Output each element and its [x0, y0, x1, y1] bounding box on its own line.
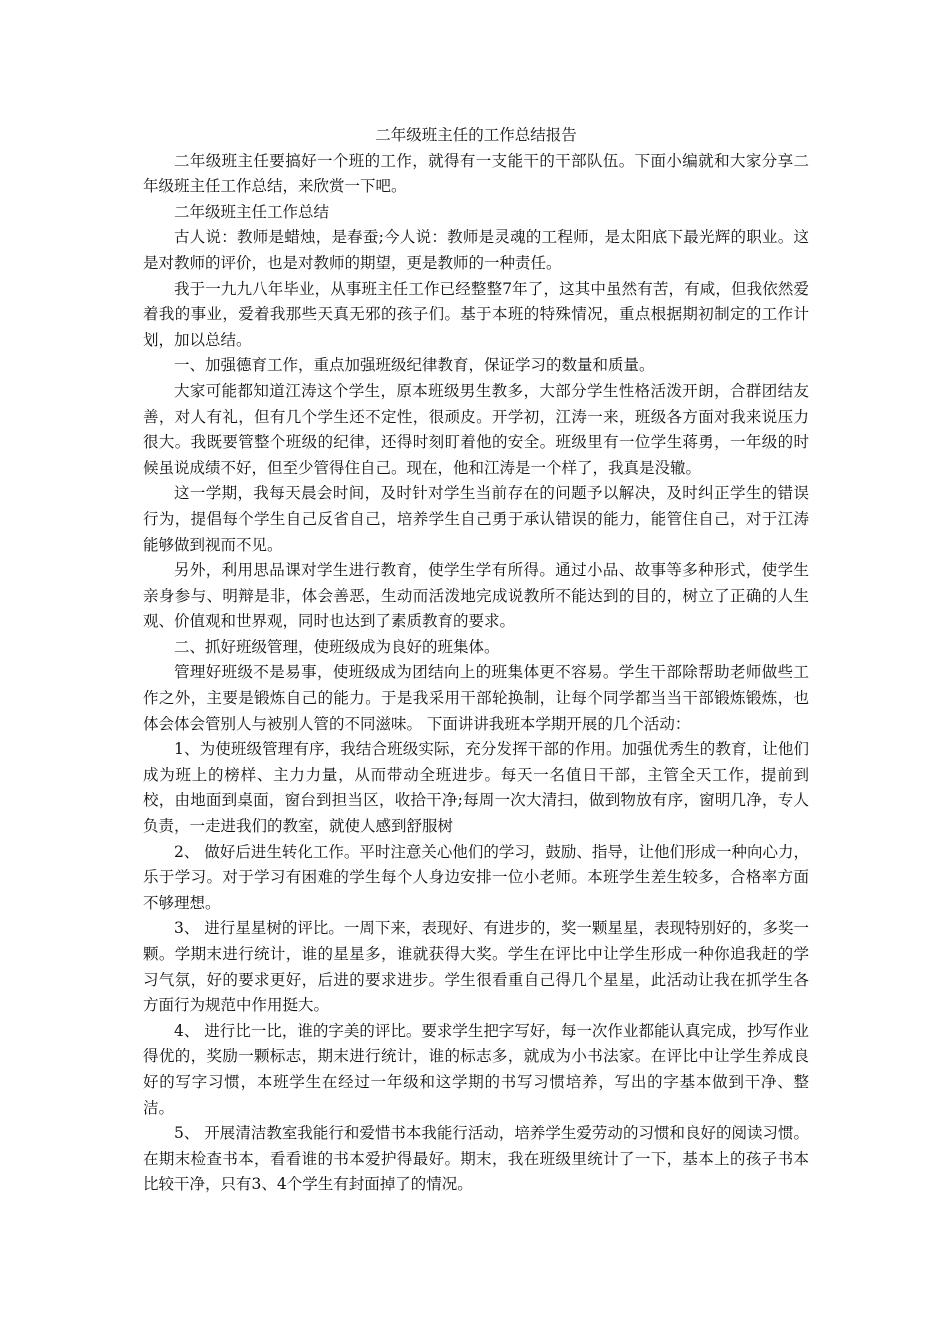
activity-item-2: 2、 做好后进生转化工作。平时注意关心他们的学习，鼓励、指导，让他们形成一种向心力，乐于学习。对于学习有困难的学生每个人身边安排一位小老师。本班学生差生较多，合格率方面不够理想。 [143, 842, 809, 912]
document-body [143, 123, 809, 1198]
paragraph-teacher-quote: 古人说：教师是蜡烛，是春蚕;今人说：教师是灵魂的工程师，是太阳底下最光辉的职业。这是对教师的评价，也是对教师的期望，更是教师的一种责任。 [143, 228, 809, 272]
paragraph-intro: 二年级班主任要搞好一个班的工作，就得有一支能干的干部队伍。下面小编就和大家分享二年级班主任工作总结，来欣赏一下吧。 [143, 151, 809, 196]
section-heading-moral-education: 一、加强德育工作，重点加强班级纪律教育，保证学习的数量和质量。 [174, 356, 655, 375]
document-title: 二年级班主任的工作总结报告 [375, 126, 577, 144]
activity-item-4: 4、 进行比一比，谁的字美的评比。要求学生把字写好，每一次作业都能认真完成，抄写作业得优的，奖励一颗标志，期末进行统计，谁的标志多，就成为小书法家。在评比中让学生养成良好的写字习惯，本班学生在经过一年级和这学期的书写习惯培养，写出的字基本做到干净、整洁。 [143, 1021, 809, 1117]
paragraph-cadre-rotation: 管理好班级不是易事，使班级成为团结向上的班集体更不容易。学生干部除帮助老师做些工作之外，主要是锻炼自己的能力。于是我采用干部轮换制，让每个同学都当当干部锻炼锻炼，也体会体会管别人与被别人管的不同滋味。 下面讲讲我班本学期开展的几个活动： [143, 663, 809, 733]
activity-item-5: 5、 开展清洁教室我能行和爱惜书本我能行活动，培养学生爱劳动的习惯和良好的阅读习惯。在期末检查书本，看看谁的书本爱护得最好。期末，我在班级里统计了一下，基本上的孩子书本比较干净，只有3、4个学生有封面掉了的情况。 [143, 1124, 809, 1194]
paragraph-morning-meeting: 这一学期，我每天晨会时间，及时针对学生当前存在的问题予以解决，及时纠正学生的错误行为，提倡每个学生自己反省自己，培养学生自己勇于承认错误的能力，能管住自己，对于江涛能够做到视而不见。 [143, 484, 809, 554]
paragraph-jiangtao: 大家可能都知道江涛这个学生，原本班级男生教多，大部分学生性格活泼开朗，合群团结友善，对人有礼，但有几个学生还不定性，很顽皮。开学初，江涛一来，班级各方面对我来说压力很大。我既要管整个班级的纪律，还得时刻盯着他的安全。班级里有一位学生蒋勇，一年级的时候虽说成绩不好，但至少管得住自己。现在，他和江涛是一个样了，我真是没辙。 [143, 381, 809, 477]
paragraph-subtitle: 二年级班主任工作总结 [174, 202, 330, 221]
activity-item-3: 3、 进行星星树的评比。一周下来，表现好、有进步的，奖一颗星星，表现特别好的，多奖一颗。学期末进行统计，谁的星星多，谁就获得大奖。学生在评比中让学生形成一种你追我赶的学习气氛，好的要求更好，后进的要求进步。学生很看重自己得几个星星，此活动让我在抓学生各方面行为规范中作用挺大。 [143, 919, 809, 1015]
paragraph-ideology-class: 另外，利用思品课对学生进行教育，使学生学有所得。通过小品、故事等多种形式，使学生亲身参与、明辩是非，体会善恶，生动而活泼地完成说教所不能达到的目的，树立了正确的人生观、价值观和世界观，同时也达到了素质教育的要求。 [143, 561, 809, 631]
section-heading-class-management: 二、抓好班级管理，使班级成为良好的班集体。 [174, 637, 500, 656]
paragraph-background: 我于一九九八年毕业，从事班主任工作已经整整7年了，这其中虽然有苦，有咸，但我依然爱着我的事业，爱着我那些天真无邪的孩子们。基于本班的特殊情况，重点根据期初制定的工作计划，加以总结。 [143, 279, 809, 349]
activity-item-1: 1、为使班级管理有序，我结合班级实际，充分发挥干部的作用。加强优秀生的教育，让他们成为班上的榜样、主力力量，从而带动全班进步。每天一名值日干部，主管全天工作，提前到校，由地面到桌面，窗台到担当区，收拾干净;每周一次大清扫，做到物放有序，窗明几净，专人负责，一走进我们的教室，就使人感到舒服树 [143, 740, 809, 836]
